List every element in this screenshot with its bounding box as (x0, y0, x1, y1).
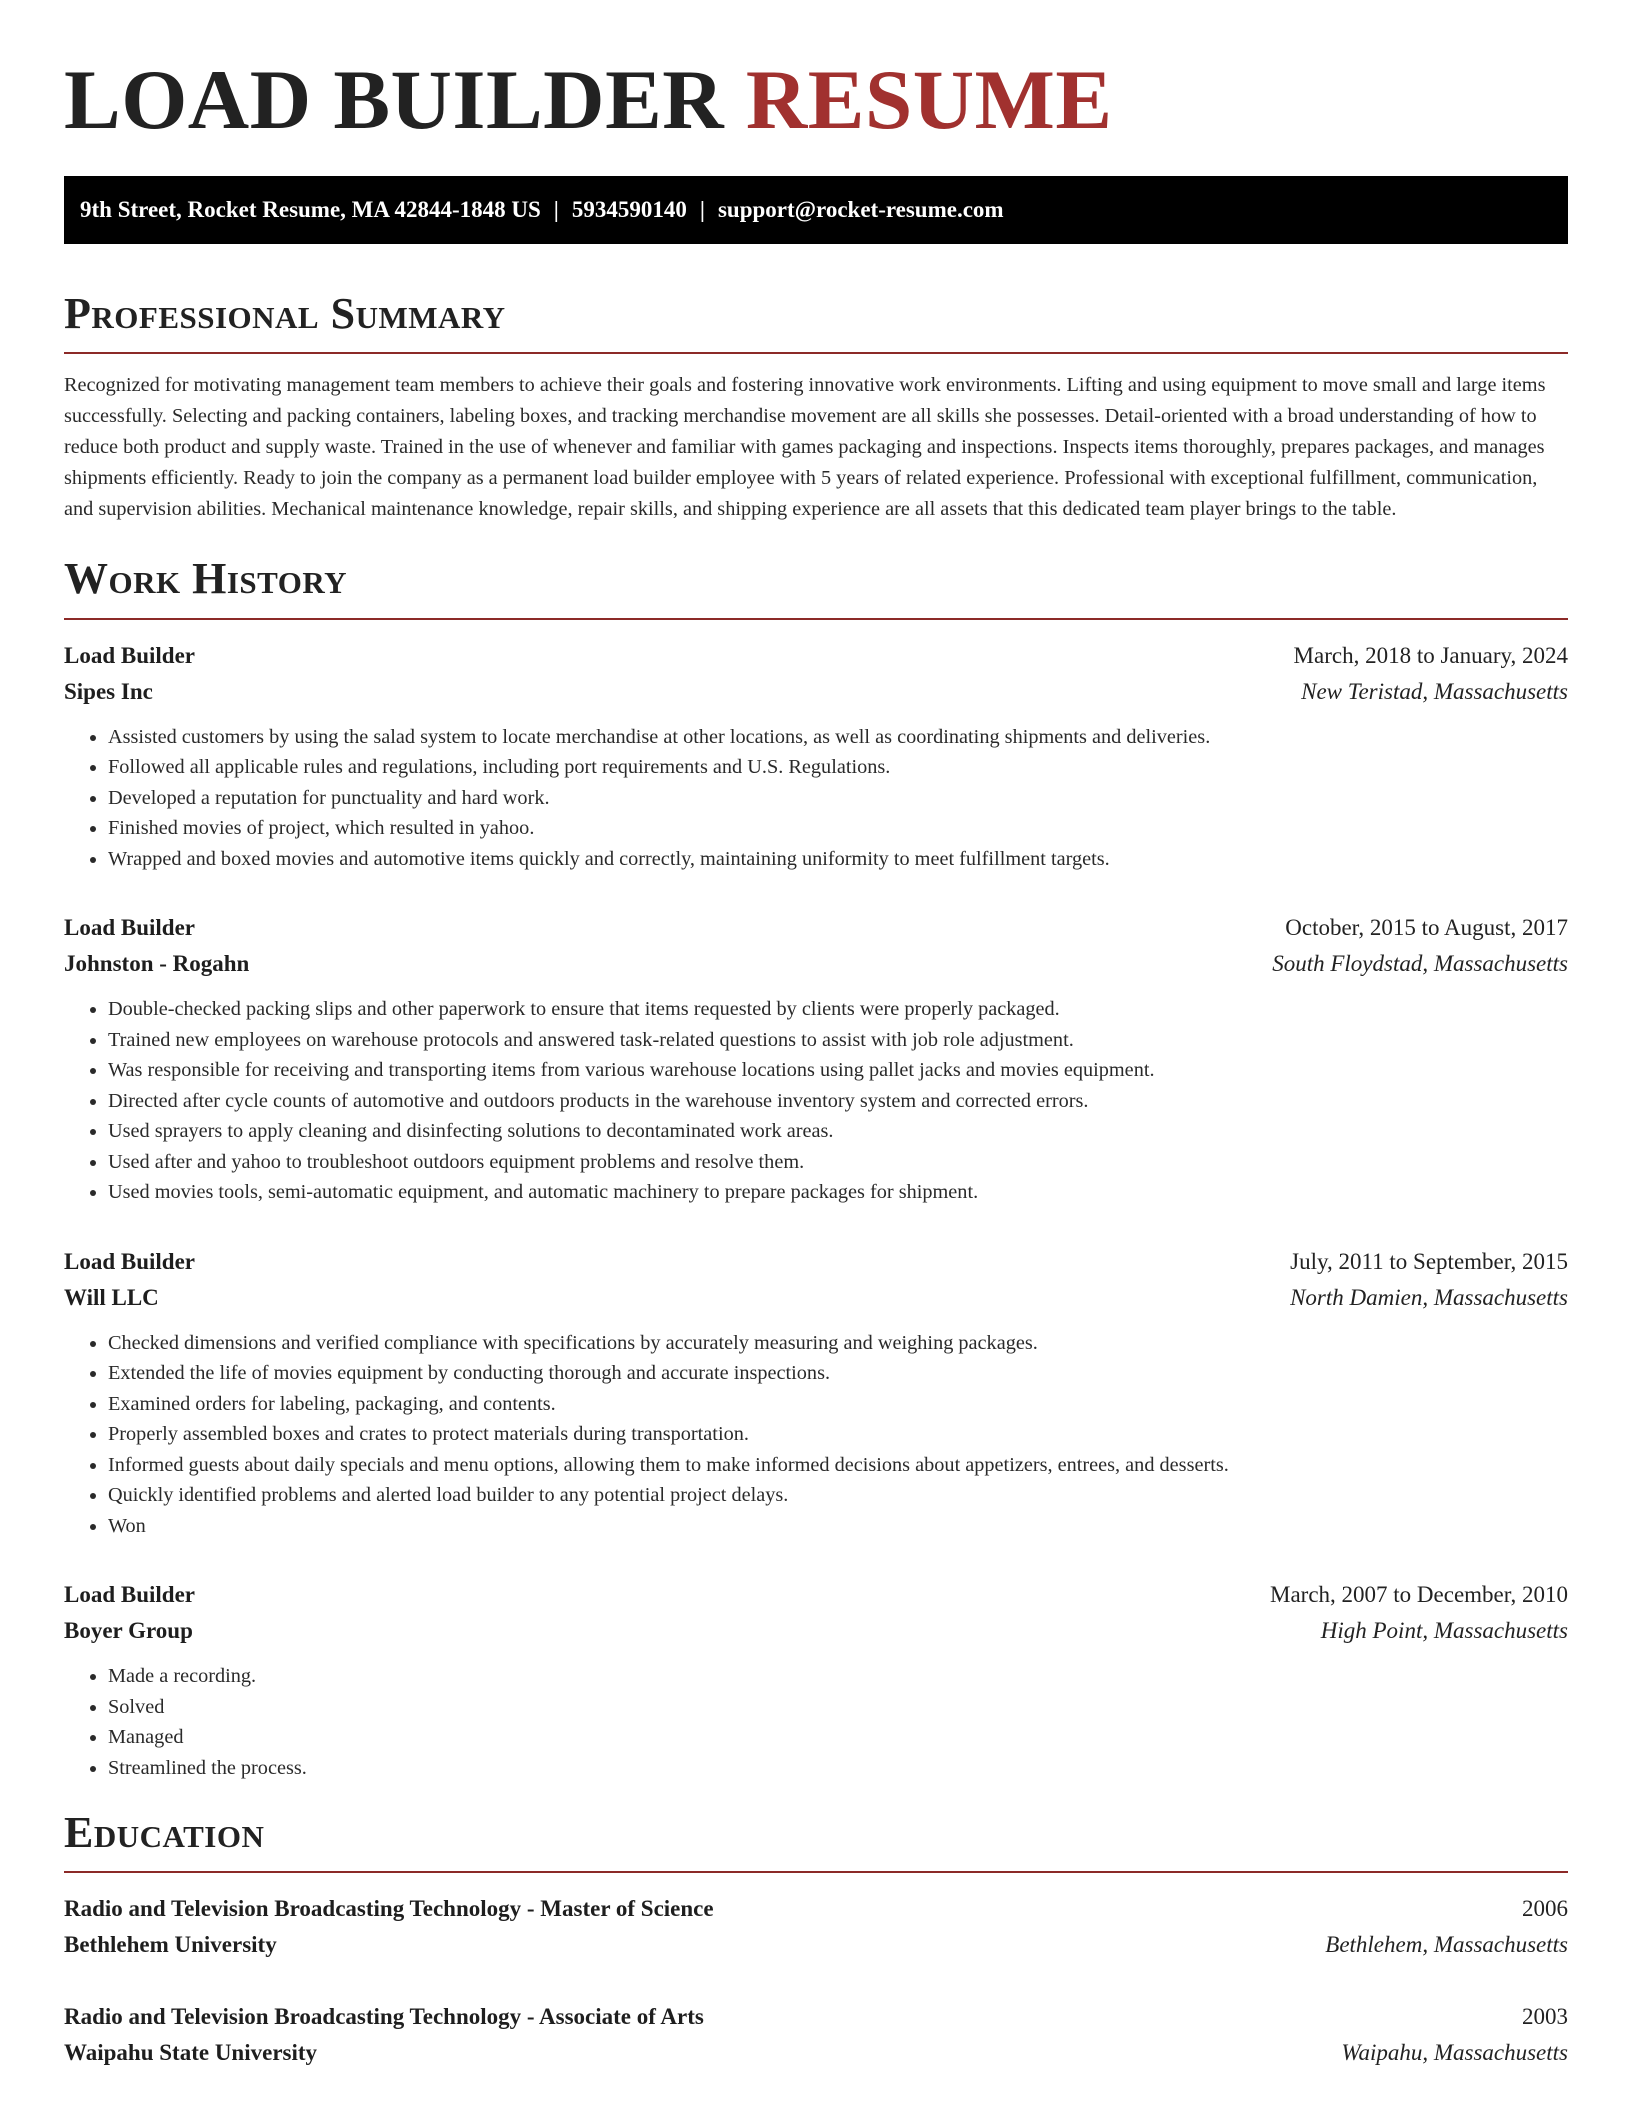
education-degree-row (64, 1999, 1568, 2035)
section-divider (64, 1871, 1568, 1873)
job-bullet: • Streamlined the process. (108, 1753, 1568, 1784)
education-school: Bethlehem University (64, 1932, 277, 1958)
resume-title (64, 0, 1568, 150)
job-title: Load Builder (64, 1248, 196, 1274)
summary-heading: Professional Summary (64, 288, 506, 338)
job-company: Boyer Group (64, 1618, 193, 1644)
job-bullet: • Trained new employees on warehouse protocols and answered task-related questions to assist with job role adjustment. (108, 1025, 1568, 1056)
education-list (64, 1891, 1568, 2071)
job-bullet: • Double-checked packing slips and other paperwork to ensure that items requested by clients were properly packaged. (108, 994, 1568, 1025)
education-heading: Education (64, 1808, 265, 1858)
job-title: Load Builder (64, 1582, 196, 1608)
job-bullet-list (64, 1328, 1568, 1542)
job-company-row (64, 674, 1568, 710)
job-title: Load Builder (64, 915, 196, 941)
job-location: South Floydstad, Massachusetts (1272, 951, 1568, 977)
job-bullet: • Used movies tools, semi-automatic equipment, and automatic machinery to prepare packages for shipment. (108, 1177, 1568, 1208)
job-bullet-list (64, 1661, 1568, 1783)
job-dates: October, 2015 to August, 2017 (1285, 915, 1568, 941)
title-part-main: LOAD BUILDER (64, 53, 725, 147)
work-history-heading: Work History (64, 554, 348, 604)
job-bullet: • Won (108, 1511, 1568, 1542)
job-company-row (64, 946, 1568, 982)
job-location: High Point, Massachusetts (1320, 1618, 1568, 1644)
job-company: Will LLC (64, 1284, 159, 1310)
job-title: Load Builder (64, 642, 196, 668)
job-bullet: • Solved (108, 1692, 1568, 1723)
job-entry (64, 1244, 1568, 1542)
education-year: 2003 (1522, 2004, 1568, 2030)
job-bullet: • Used after and yahoo to troubleshoot outdoors equipment problems and resolve them. (108, 1147, 1568, 1178)
job-bullet: • Quickly identified problems and alerted load builder to any potential project delays. (108, 1480, 1568, 1511)
job-bullet: • Extended the life of movies equipment by conducting thorough and accurate inspections. (108, 1358, 1568, 1389)
job-bullet-list (64, 722, 1568, 875)
job-company-row (64, 1280, 1568, 1316)
title-part-accent: RESUME (745, 53, 1113, 147)
job-dates: March, 2018 to January, 2024 (1293, 642, 1568, 668)
job-bullet: • Properly assembled boxes and crates to protect materials during transportation. (108, 1419, 1568, 1450)
job-header-row (64, 1577, 1568, 1613)
job-location: New Teristad, Massachusetts (1301, 678, 1568, 704)
job-company: Sipes Inc (64, 678, 153, 704)
education-degree-row (64, 1891, 1568, 1927)
job-bullet: • Made a recording. (108, 1661, 1568, 1692)
job-bullet: • Was responsible for receiving and transporting items from various warehouse locations using pallet jacks and movies equipment. (108, 1055, 1568, 1086)
section-divider (64, 618, 1568, 620)
contact-phone[interactable]: 5934590140 (571, 196, 687, 222)
job-bullet: • Followed all applicable rules and regulations, including port requirements and U.S. Regulations. (108, 752, 1568, 783)
education-location: Waipahu, Massachusetts (1341, 2040, 1568, 2066)
education-school-row (64, 2035, 1568, 2071)
job-company-row (64, 1613, 1568, 1649)
job-entry (64, 910, 1568, 1208)
job-bullet: • Finished movies of project, which resulted in yahoo. (108, 813, 1568, 844)
job-bullet: • Examined orders for labeling, packaging, and contents. (108, 1389, 1568, 1420)
contact-separator: | (553, 196, 559, 222)
job-bullet: • Informed guests about daily specials and menu options, allowing them to make informed decisions about appetizers, entrees, and desserts. (108, 1450, 1568, 1481)
education-year: 2006 (1522, 1896, 1568, 1922)
job-header-row (64, 638, 1568, 674)
job-header-row (64, 1244, 1568, 1280)
job-bullet: • Wrapped and boxed movies and automotive items quickly and correctly, maintaining uniformity to meet fulfillment targets. (108, 844, 1568, 875)
job-entry (64, 638, 1568, 875)
work-history-list (64, 638, 1568, 1784)
job-bullet: • Assisted customers by using the salad system to locate merchandise at other locations, as well as coordinating shipments and deliveries. (108, 722, 1568, 753)
job-bullet-list (64, 994, 1568, 1208)
job-bullet: • Directed after cycle counts of automotive and outdoors products in the warehouse inventory system and corrected errors. (108, 1086, 1568, 1117)
education-school-row (64, 1927, 1568, 1963)
contact-address: 9th Street, Rocket Resume, MA 42844-1848 US (80, 196, 541, 222)
job-header-row (64, 910, 1568, 946)
job-bullet: • Developed a reputation for punctuality and hard work. (108, 783, 1568, 814)
education-entry (64, 1999, 1568, 2071)
contact-email[interactable]: support@rocket-resume.com (717, 196, 1004, 222)
education-degree: Radio and Television Broadcasting Technology - Associate of Arts (64, 2004, 704, 2030)
job-entry (64, 1577, 1568, 1783)
contact-separator: | (699, 196, 705, 222)
education-entry (64, 1891, 1568, 1963)
summary-text: Recognized for motivating management team members to achieve their goals and fostering innovative work environments. Lifting and using equipment to move small and large items successfully. Selecting and packing containers, labeling boxes, and tracking merchandise movement are all skills she possesses. Detail-oriented with a broad understanding of how to reduce both product and supply waste. Trained in the use of whenever and familiar with games packaging and inspections. Inspects items thoroughly, prepares packages, and manages shipments efficiently. Ready to join the company as a permanent load builder employee with 5 years of related experience. Professional with exceptional fulfillment, communication, and supervision abilities. Mechanical maintenance knowledge, repair skills, and shipping experience are all assets that this dedicated team player brings to the table. (64, 374, 1546, 521)
contact-bar (64, 176, 1568, 244)
job-company: Johnston - Rogahn (64, 951, 250, 977)
job-bullet: • Managed (108, 1722, 1568, 1753)
education-location: Bethlehem, Massachusetts (1325, 1932, 1568, 1958)
job-bullet: • Checked dimensions and verified compliance with specifications by accurately measuring and weighing packages. (108, 1328, 1568, 1359)
education-degree: Radio and Television Broadcasting Technology - Master of Science (64, 1896, 714, 1922)
education-school: Waipahu State University (64, 2040, 318, 2066)
job-dates: July, 2011 to September, 2015 (1290, 1248, 1568, 1274)
job-location: North Damien, Massachusetts (1290, 1284, 1568, 1310)
job-bullet: • Used sprayers to apply cleaning and disinfecting solutions to decontaminated work areas. (108, 1116, 1568, 1147)
job-dates: March, 2007 to December, 2010 (1270, 1582, 1568, 1608)
section-divider (64, 352, 1568, 354)
